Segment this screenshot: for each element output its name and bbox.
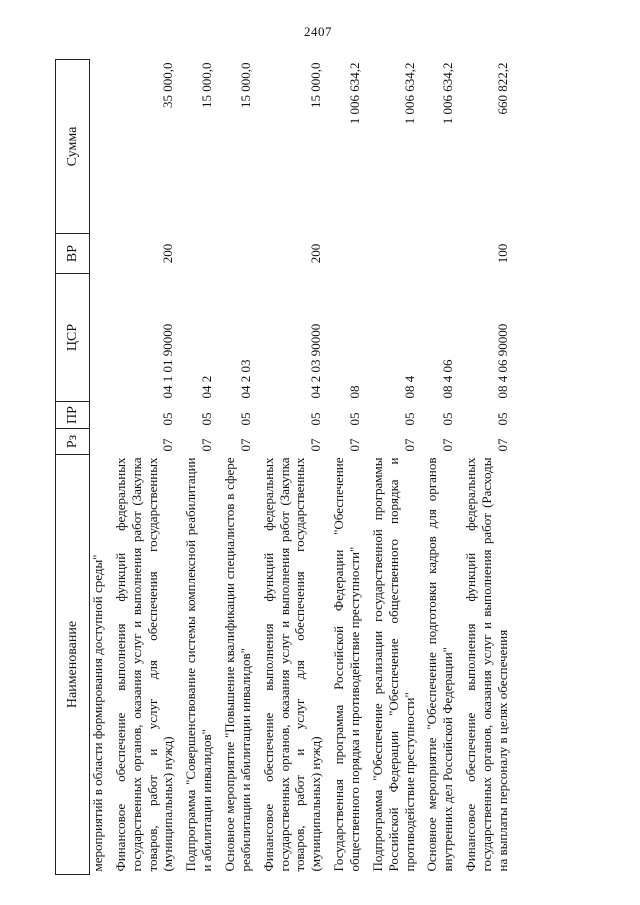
table-row: [109, 60, 179, 875]
rotated-table-area: [55, 60, 615, 875]
row-rz: 07: [347, 438, 363, 452]
row-csr: 08: [347, 385, 363, 399]
row-rz: 07: [199, 438, 215, 452]
row-vr: [420, 234, 459, 274]
row-csr: 04 2 03 90000: [308, 323, 324, 399]
table-row: [179, 60, 218, 875]
header-pr: ПР: [56, 402, 90, 429]
row-sum: 15 000,0: [237, 62, 253, 108]
page-number: 2407: [304, 24, 332, 39]
row-sum: 1 006 634,2: [440, 62, 456, 125]
row-name: Финансовое обеспечение выполнения функций федеральных государственных органов, оказания услуг и выполнения работ (Расходы на выплаты персоналу в целях обеспечения: [463, 457, 510, 872]
budget-table: [55, 59, 514, 875]
row-name: Основное мероприятие "Обеспечение подготовки кадров для органов внутренних дел Российской Федерации": [424, 457, 456, 872]
row-rz: 07: [401, 438, 417, 452]
row-name: Финансовое обеспечение выполнения функций федеральных государственных органов, оказания услуг и выполнения работ (Закупка товаров, работ и услуг для обеспечения государственных (муниципальных) нужд): [112, 457, 176, 872]
row-vr: [327, 234, 366, 274]
row-rz: 07: [308, 438, 324, 452]
row-sum: 660 822,2: [494, 62, 510, 115]
row-name: Государственная программа Российской Федерации "Обеспечение общественного порядка и противодействие преступности": [331, 457, 363, 872]
row-vr: [90, 234, 109, 274]
row-csr: 04 2 03: [237, 359, 253, 399]
header-sum: Сумма: [56, 60, 90, 234]
row-csr: 08 4 06 90000: [494, 323, 510, 399]
row-pr: 05: [440, 412, 456, 426]
row-sum: [90, 60, 109, 234]
row-pr: [90, 402, 109, 429]
row-sum: 1 006 634,2: [347, 62, 363, 125]
table-row: [366, 60, 421, 875]
row-rz: [90, 429, 109, 455]
row-pr: 05: [308, 412, 324, 426]
row-name: Подпрограмма "Обеспечение реализации государственной программы Российской Федерации "Обеспечение общественного порядка и противодействие преступности": [369, 457, 417, 872]
row-vr: 200: [160, 243, 176, 264]
table-row: [327, 60, 366, 875]
table-row: [90, 60, 109, 875]
row-vr: [179, 234, 218, 274]
row-rz: 07: [160, 438, 176, 452]
header-name: Наименование: [56, 455, 90, 875]
row-sum: 15 000,0: [308, 62, 324, 108]
rotated-table-canvas: [55, 60, 615, 875]
row-vr: 200: [308, 243, 324, 264]
row-vr: 100: [494, 243, 510, 264]
row-csr: 08 4 06: [440, 359, 456, 399]
row-sum: 15 000,0: [199, 62, 215, 108]
table-row: [257, 60, 327, 875]
row-csr: 04 2: [199, 375, 215, 399]
row-pr: 05: [347, 412, 363, 426]
row-name: Основное мероприятие "Повышение квалификации специалистов в сфере реабилитации и абилитации инвалидов": [222, 457, 253, 872]
row-sum: 1 006 634,2: [401, 62, 417, 125]
row-pr: 05: [494, 412, 510, 426]
row-name: Подпрограмма "Совершенствование системы комплексной реабилитации и абилитации инвалидов": [183, 457, 215, 872]
row-sum: 35 000,0: [160, 62, 176, 108]
table-row: [420, 60, 459, 875]
row-rz: 07: [440, 438, 456, 452]
header-csr: ЦСР: [56, 274, 90, 402]
header-vr: ВР: [56, 234, 90, 274]
table-row: [459, 60, 514, 875]
header-rz: Рз: [56, 429, 90, 455]
row-pr: 05: [401, 412, 417, 426]
table-header-row: [56, 60, 90, 875]
row-vr: [366, 234, 421, 274]
row-csr: [90, 274, 109, 402]
table-row: [218, 60, 257, 875]
row-pr: 05: [160, 412, 176, 426]
row-name: Финансовое обеспечение выполнения функций федеральных государственных органов, оказания услуг и выполнения работ (Закупка товаров, работ и услуг для обеспечения государственных (муниципальных) нужд): [260, 457, 324, 872]
row-rz: 07: [494, 438, 510, 452]
row-csr: 04 1 01 90000: [160, 323, 176, 399]
row-csr: 08 4: [401, 375, 417, 399]
row-pr: 05: [237, 412, 253, 426]
row-vr: [218, 234, 257, 274]
row-rz: 07: [237, 438, 253, 452]
row-pr: 05: [199, 412, 215, 426]
row-name: мероприятий в области формирования доступной среды": [90, 554, 105, 872]
